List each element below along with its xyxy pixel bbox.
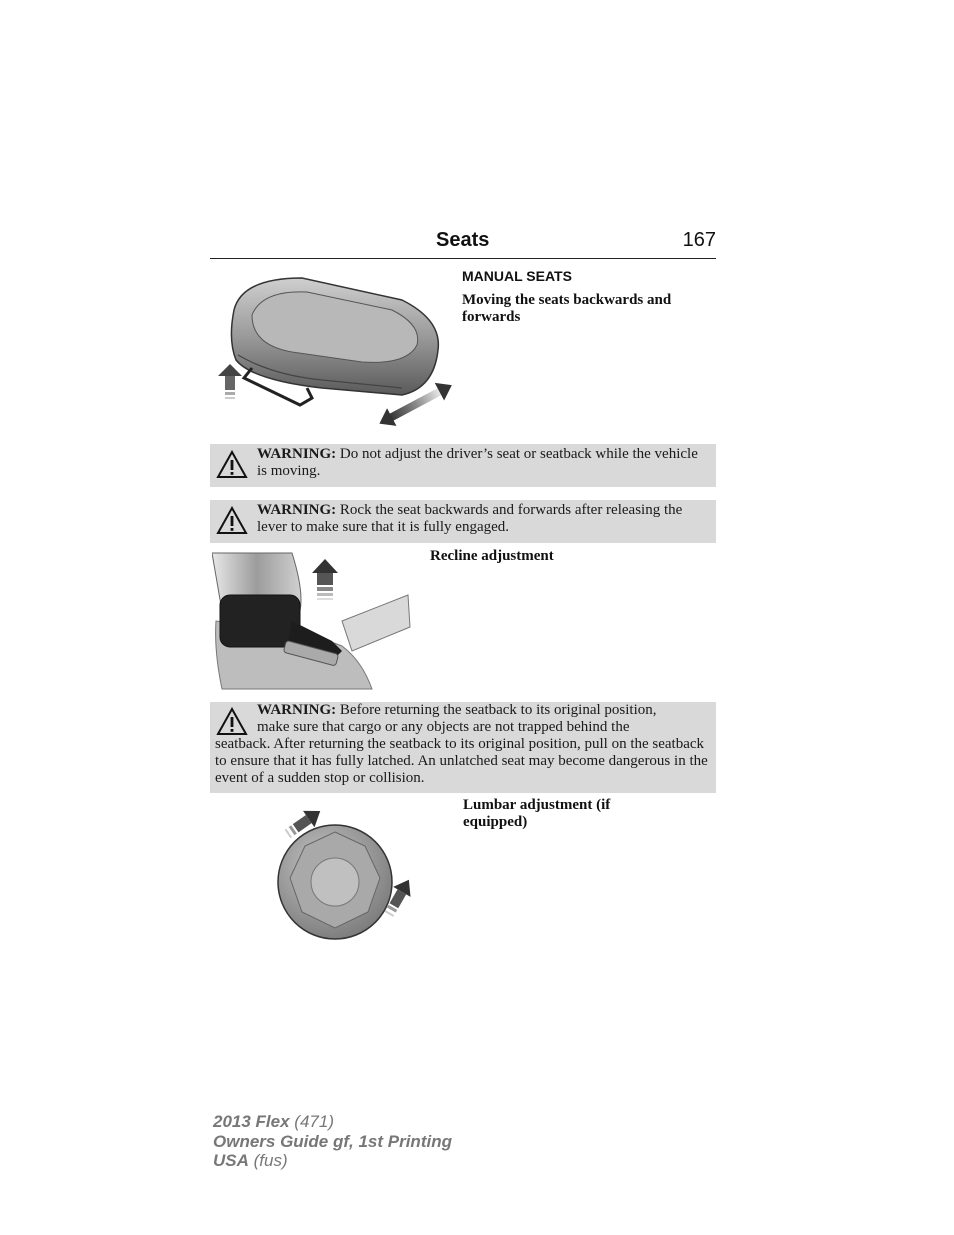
warning-box-3 bbox=[210, 702, 716, 793]
footer-guide: Owners Guide gf, 1st Printing bbox=[213, 1131, 452, 1151]
warning-text-line1: Before returning the seatback to its original position, bbox=[339, 702, 657, 718]
warning-text-line2: make sure that cargo or any objects are not trapped behind the bbox=[257, 719, 630, 735]
section-title: MANUAL SEATS bbox=[462, 268, 572, 284]
seat-cushion-illustration bbox=[212, 270, 457, 430]
warning-label: WARNING: bbox=[257, 702, 337, 718]
warning-triangle-icon bbox=[216, 450, 248, 480]
page-number: 167 bbox=[682, 229, 716, 251]
warning-label: WARNING: bbox=[257, 502, 337, 518]
footer-market-code: (fus) bbox=[253, 1151, 288, 1170]
header-divider bbox=[210, 258, 716, 259]
footer-market: USA bbox=[213, 1151, 249, 1170]
warning-box-2 bbox=[210, 500, 716, 543]
warning-text: Do not adjust the driver’s seat or seatback while the vehicle is moving. bbox=[257, 446, 698, 479]
lever-up-arrow-icon bbox=[218, 364, 242, 399]
warning-triangle-icon bbox=[216, 506, 248, 536]
warning-text: Rock the seat backwards and forwards after releasing the lever to make sure that it is fully engaged. bbox=[257, 502, 683, 535]
warning-text-rest: seatback. After returning the seatback to its original position, pull on the seatback to ensure that it has fully latched. An unlatched seat may become dangerous in the event of a sudden stop or collision. bbox=[215, 736, 708, 786]
page-title: Seats bbox=[436, 229, 490, 251]
footer-model: 2013 Flex bbox=[213, 1112, 290, 1131]
warning-triangle-icon bbox=[216, 707, 248, 737]
lumbar-knob-illustration bbox=[270, 800, 420, 945]
subsection-recline: Recline adjustment bbox=[430, 548, 554, 564]
warning-label: WARNING: bbox=[257, 446, 337, 462]
recline-lever-illustration bbox=[212, 551, 412, 693]
warning-box-1 bbox=[210, 444, 716, 487]
subsection-moving-seats: Moving the seats backwards and forwards bbox=[462, 292, 672, 325]
recline-up-arrow-icon bbox=[312, 559, 338, 600]
subsection-lumbar: Lumbar adjustment (if equipped) bbox=[463, 797, 611, 830]
page-footer bbox=[213, 1112, 452, 1171]
footer-model-code: (471) bbox=[294, 1112, 334, 1131]
